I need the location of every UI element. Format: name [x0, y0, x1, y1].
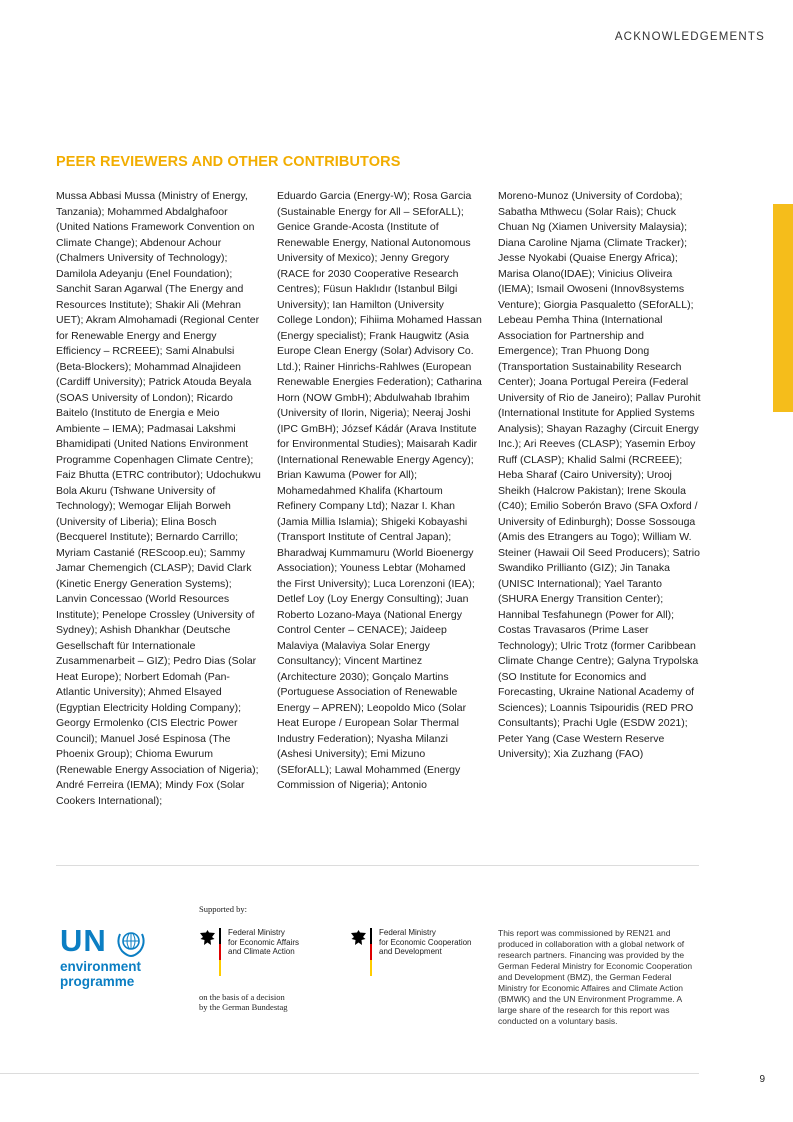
supported-by-label: Supported by: — [199, 904, 247, 914]
unep-logo-un: UN — [60, 923, 107, 958]
bundestag-note: on the basis of a decision by the German Bundestag — [199, 992, 288, 1012]
section-label: ACKNOWLEDGEMENTS — [614, 31, 765, 43]
bmz-name: Federal Ministry for Economic Cooperation and Development — [379, 928, 472, 956]
contributors-column-3: Moreno-Munoz (University of Cordoba); Sabatha Mthwecu (Solar Rais); Chuck Chuan Ng (Xiamen University Malaysia); Diana Caroline Njama (Climate Tracker); Jesse Nyokabi (Quaise Energy Africa); Marisa Olano(IDAE); Vinicius Oliveira (IEMA); Ismail Owoseni (Innov8systems Venture); Giorgia Pasqualetto (SEforALL); Lebeau Pemha Thina (International Association for Partnership and Emergence); Tran Phuong Dong (Transportation Sustainability Research Center); Joana Portugal Pereira (Federal University of Rio de Janeiro); Pallav Purohit (International Institute for Applied Systems Analysis); Shayan Razaghy (Circuit Energy Inc.); Ari Reeves (CLASP); Yasemin Erboy Ruff (CLASP); Khalid Salmi (RCREEE); Heba Sharaf (Cairo University); Urooj Sheikh (Halcrow Pakistan); Irene Skoula (C40); Emilio Soberón Bravo (SFA Oxford / University of Edinburgh); Dosse Sossouga (Amis des Etrangers au Togo); William W. Steiner (Hawaii Oil Seed Producers); Satrio Swandiko Prillianto (GIZ); Jin Tanaka (UNISC International); Yael Taranto (SHURA Energy Transition Center); Hannibal Tesfahunegn (Power for All); Costas Travasaros (Prime Laser Technology); Ulric Trotz (former Caribbean Climate Change Centre); Galyna Trypolska (SO Institute for Economics and Forecasting, Ukraine National Academy of Sciences); Loannis Tsipouridis (RED PRO Consultants); Prachi Ugle (ESDW 2021); Peter Yang (Case Western Reserve University); Xia Zuzhang (FAO) — [498, 190, 701, 760]
commission-note: This report was commissioned by REN21 and produced in collaboration with a global network of research partners. Financing was provided by the German Federal Ministry for Economic Cooperation and Development (BMZ), the German Federal Ministry for Economic Affaires and Climate Action (BMWK) and the UN Environment Programme. A large share of the research for this report was conducted on a voluntary basis. — [498, 928, 693, 1026]
unep-logo-environment: environment — [60, 959, 142, 974]
bmwk-name: Federal Ministry for Economic Affairs and Climate Action — [228, 928, 299, 956]
footer-divider-top — [56, 865, 699, 866]
federal-eagle-icon — [350, 929, 367, 948]
german-flag-stripe — [370, 928, 372, 976]
page-heading: PEER REVIEWERS AND OTHER CONTRIBUTORS — [56, 154, 401, 170]
contributors-column-1: Mussa Abbasi Mussa (Ministry of Energy, Tanzania); Mohammed Abdalghafoor (United Nations Framework Convention on Climate Change); Abdenour Achour (Chalmers University of Technology); Damilola Adeyanju (Enel Foundation); Sanchit Saran Agarwal (The Energy and Resources Institute); Shakir Ali (Mehran UET); Akram Almohamadi (Regional Center for Renewable Energy and Energy Efficiency – RCREEE); Sami Alnabulsi (Beta-Blockers); Mohammad Alnajideen (Cardiff University); Patrick Atouda Beyala (SOAS University of London); Ricardo Baitelo (Instituto de Energia e Meio Ambiente – IEMA); Padmasai Lakshmi Bhamidipati (United Nations Environment Programme Copenhagen Climate Centre); Faiz Bhutta (ETRC contributor); Udochukwu Bola Akuru (Tshwane University of Technology); Wemogar Elijah Borweh (University of Liberia); Elina Bosch (Becquerel Institute); Bernardo Carrillo; Myriam Castanié (REScoop.eu); Sammy Jamar Chemengich (CLASP); David Clark (Kinetic Energy Generation Systems); Lanvin Concessao (World Resources Institute); Penelope Crossley (University of Sydney); Ashish Dhankhar (Deutsche Gesellschaft für Internationale Zusammenarbeit – GIZ); Pedro Dias (Solar Heat Europe); Norbert Edomah (Pan-Atlantic University); Ahmed Elsayed (Egyptian Electricity Holding Company); Georgy Ermolenko (CIS Electric Power Council); Manuel José Espinosa (The Phoenix Group); Chioma Ewurum (Renewable Energy Association of Nigeria); André Ferreira (IEMA); Mindy Fox (Solar Cookers International); — [56, 190, 261, 807]
german-flag-stripe — [219, 928, 221, 976]
federal-eagle-icon — [199, 929, 216, 948]
unep-logo-programme: programme — [60, 974, 135, 989]
un-emblem-icon — [114, 926, 148, 958]
bmz-logo — [350, 928, 490, 976]
bmwk-logo — [199, 928, 339, 976]
chapter-side-tab[interactable] — [773, 204, 793, 412]
unep-logo — [60, 924, 190, 994]
contributors-column-2: Eduardo Garcia (Energy-W); Rosa Garcia (Sustainable Energy for All – SEforALL); Genice Grande-Acosta (Institute of Renewable Energy, National Autonomous University of Mexico); Jenny Gregory (RACE for 2030 Cooperative Research Centres); Füsun Haklıdır (Istanbul Bilgi University); Ian Hamilton (University College London); Fihiima Mohamed Hassan (Energy specialist); Frank Haugwitz (Asia Europe Clean Energy (Solar) Advisory Co. Ltd.); Rainer Hinrichs-Rahlwes (European Renewable Energies Federation); Catharina Horn (NOW GmbH); Abdulwahab Ibrahim (University of Ilorin, Nigeria); Neeraj Joshi (IPC GmBH); József Kádár (Arava Institute for Environmental Studies); Maisarah Kadir (International Renewable Energy Agency); Brian Kawuma (Power for All); Mohamedahmed Khalifa (Khartoum Refinery Company Ltd); Nazar I. Khan (Jamia Millia Islamia); Shigeki Kobayashi (Transport Institute of Central Japan); Bharadwaj Kummamuru (World Bioenergy Association); Youness Lebtar (Mohamed the First University); Luca Lorenzoni (IEA); Detlef Loy (Loy Energy Consulting); Juan Roberto Lozano-Maya (National Energy Control Center – CENACE); Jaideep Malaviya (Malaviya Solar Energy Consultancy); Vincent Martinez (Architecture 2030); Gonçalo Martins (Portuguese Association of Renewable Energy – APREN); Leopoldo Mico (Solar Heat Europe / European Solar Thermal Industry Federation); Nyasha Milanzi (Ashesi University); Emi Mizuno (SEforALL); Lawal Mohammed (Energy Commission of Nigeria); Antonio — [277, 190, 482, 791]
page-number: 9 — [759, 1074, 765, 1085]
footer-divider-bottom — [0, 1073, 699, 1074]
